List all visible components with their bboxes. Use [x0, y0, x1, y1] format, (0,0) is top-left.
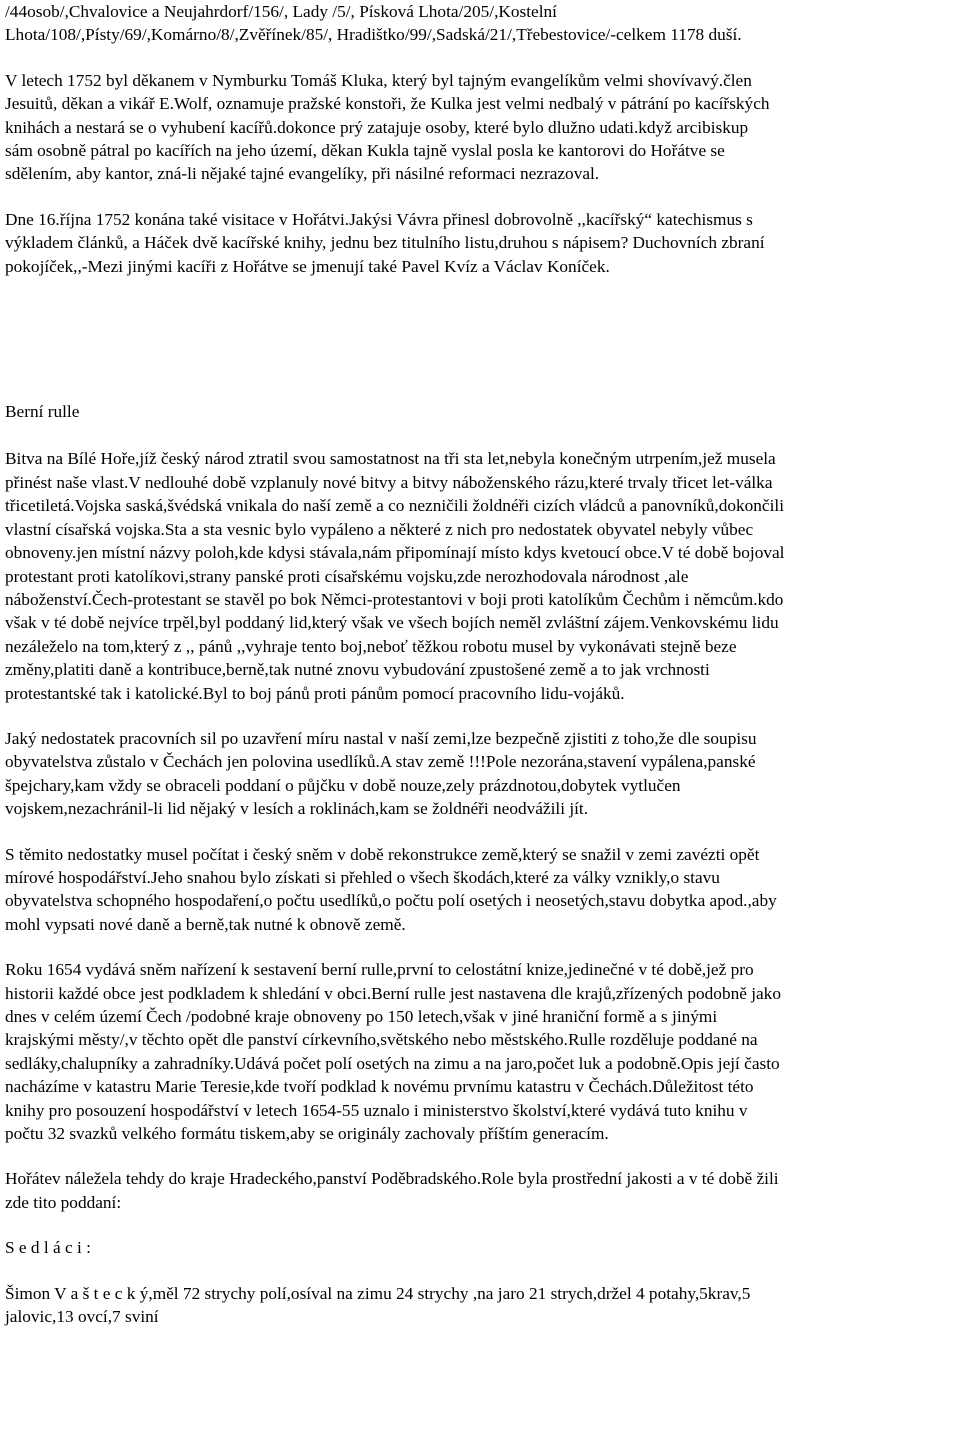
text-line: obyvatelstva zůstalo v Čechách jen polovina usedlíků.A stav země !!!Pole nezorána,stavení vypálena,panské — [5, 752, 756, 772]
text-line: Jesuitů, děkan a vikář E.Wolf, oznamuje pražské konstoři, že Kulka jest velmi nedbalý v pátrání po kacířských — [5, 94, 770, 114]
text-line: protestant proti katolíkovi,strany panské proti císařskému vojsku,zde nerozhodovala národnost ,ale — [5, 566, 689, 586]
paragraph-parish-population — [5, 0, 955, 47]
text-line: změny,platiti daně a kontribuce,berně,tak nutné znovu vybudování zpustošené země a to jak vrchnosti — [5, 660, 710, 680]
text-line: sedláky,chalupníky a zahradníky.Udává počet polí osetých na zimu a na jaro,počet luk a podobně.Opis její často — [5, 1053, 780, 1073]
text-line: sám osobně pátral po kacířích na jeho území, děkan Kukla tajně vyslal posla ke kantorovi do Hořátve se — [5, 141, 725, 161]
text-line: knihy pro posouzení hospodářství v letech 1654-55 uznalo i ministerstvo školství,které vydává tuto knihu v — [5, 1100, 748, 1120]
text-line: však v té době nejvíce trpěl,byl poddaný lid,který však ve všech bojích neměl zvláštní zájem.Venkovskému lidu — [5, 613, 779, 633]
text-line: obyvatelstva schopného hospodaření,o počtu usedlíků,o počtu polí osetých i neosetých,stavu dobytka apod.,aby — [5, 891, 777, 911]
text-line: sdělením, aby kantor, zná-li nějaké tajné evangelíky, při násilné reformaci nezrazoval. — [5, 164, 600, 184]
text-line: V letech 1752 byl děkanem v Nymburku Tomáš Kluka, který byl tajným evangelíkům velmi shovívavý.člen — [5, 70, 752, 90]
text-line: Roku 1654 vydává sněm nařízení k sestavení berní rulle,první to celostátní knize,jedinečné v té době,jež pro — [5, 960, 754, 980]
text-line: jalovic,13 ovcí,7 sviní — [5, 1307, 159, 1327]
text-line: zde tito poddaní: — [5, 1192, 122, 1212]
subheading-sedlaci — [5, 1236, 955, 1259]
text-line: vlastní císařská vojska.Sta a sta vesnic bylo vypáleno a některé z nich pro nedostatek obyvatel nebyly vůbec — [5, 519, 754, 539]
text-line: Hořátev náležela tehdy do kraje Hradeckého,panství Poděbradského.Role byla prostřední jakosti a v té době žili — [5, 1169, 779, 1189]
text-line: Jaký nedostatek pracovních sil po uzavření míru nastal v naší zemi,lze bezpečně zjistiti z toho,že dle soupisu — [5, 728, 757, 748]
text-line: Dne 16.října 1752 konána také visitace v Hořátvi.Jakýsi Vávra přinesl dobrovolně ,,kacířský“ katechismus s — [5, 209, 753, 229]
paragraph-simon-vastecky — [5, 1282, 955, 1329]
text-line: Lhota/108/,Písty/69/,Komárno/8/,Zvěřínek/85/, Hradištko/99/,Sadská/21/,Třebestovice/-celkem 1178 duší. — [5, 25, 742, 45]
text-line: knihách a nestará se o vyhubení kacířů.dokonce prý zatajuje osoby, které bylo dlužno udati.když arcibiskup — [5, 117, 749, 137]
text-line: mírové hospodářství.Jeho snahou bylo získati si přehled o všech škodách,které za války vznikly,o stavu — [5, 867, 720, 887]
section-heading — [5, 400, 955, 423]
text-line: S těmito nedostatky musel počítat i český sněm v době rekonstrukce země,který se snažil v zemi zavézti opět — [5, 844, 760, 864]
text-line: třicetiletá.Vojska saská,švédská vnikala do naší země a co nezničili žoldnéři cizích vládců a panovníků,dokončili — [5, 496, 784, 516]
document-page — [5, 0, 955, 1328]
text-line: nezáleželo na tom,který z ,, pánů ,,vyhraje tento boj,neboť těžkou robotu musel by vykonávati stejně beze — [5, 636, 737, 656]
text-line: mohl vypsati nové daně a berně,tak nutné k obnově země. — [5, 914, 406, 934]
text-line: pokojíček,,-Mezi jinými kacíři z Hořátve se jmenují také Pavel Kvíz a Václav Koníček. — [5, 256, 610, 276]
text-line: výkladem článků, a Háček dvě kacířské knihy, jednu bez titulního listu,druhou s nápisem? Duchovních zbraní — [5, 233, 765, 253]
paragraph-czech-diet — [5, 843, 955, 937]
text-line: Bitva na Bílé Hoře,jíž český národ ztratil svou samostatnost na tři sta let,nebyla konečným utrpením,jež musela — [5, 449, 776, 469]
text-line: přinést naše vlast.V nedlouhé době vzplanuly nové bitvy a bitvy náboženského rázu,které trvaly třicet let-válka — [5, 472, 773, 492]
text-line: obnoveny.jen místní názvy poloh,kde kdysi stávala,nám připomínají místo kdys kvetoucí obce.V té době bojoval — [5, 543, 785, 563]
text-line: Šimon V a š t e c k ý,měl 72 strychy polí,osíval na zimu 24 strychy ,na jaro 21 strych,držel 4 potahy,5krav,5 — [5, 1283, 751, 1303]
heading-berni-rulle: Berní rulle — [5, 402, 80, 422]
paragraph-labor-shortage — [5, 727, 955, 821]
text-line: protestantské tak i katolické.Byl to boj pánů proti pánům pomocí pracovního lidu-vojáků. — [5, 683, 625, 703]
text-line: náboženství.Čech-protestant se stavěl po bok Němci-protestantovi v boji proti katolíkům Čechům i němcům.kdo — [5, 589, 784, 609]
text-line: historii každé obce jest podkladem k shledání v obci.Berní rulle jest nastavena dle krajů,zřízených podobně jako — [5, 983, 781, 1003]
text-line: počtu 32 svazků velkého formátu tiskem,aby se originály zachovaly příštím generacím. — [5, 1124, 609, 1144]
text-line: krajskými městy/,v těchto opět dle panství církevního,světského nebo městského.Rulle rozděluje poddané na — [5, 1030, 758, 1050]
text-line: /44osob/,Chvalovice a Neujahrdorf/156/, Lady /5/, Písková Lhota/205/,Kostelní — [5, 2, 557, 21]
text-line: nacházíme v katastru Marie Teresie,kde tvoří podklad k novému prvnímu katastru v Čechách.Důležitost této — [5, 1077, 754, 1097]
paragraph-dean-kluka — [5, 69, 955, 186]
text-line: S e d l á c i : — [5, 1238, 91, 1258]
paragraph-horatev-region — [5, 1167, 955, 1214]
paragraph-year-1654 — [5, 958, 955, 1145]
text-line: dnes v celém území Čech /podobné kraje obnoveny po 150 letech,však v jiné hraniční formě a s jinými — [5, 1007, 718, 1026]
text-line: vojskem,nezachránil-li lid nějaký v lesích a roklinách,kam se žoldnéři neodvážili jít. — [5, 799, 589, 819]
paragraph-visitation-1752 — [5, 208, 955, 278]
text-line: špejchary,kam vždy se obraceli poddaní o půjčku v době nouze,zely prázdnotou,dobytek vytlučen — [5, 775, 681, 795]
paragraph-white-mountain — [5, 447, 955, 704]
